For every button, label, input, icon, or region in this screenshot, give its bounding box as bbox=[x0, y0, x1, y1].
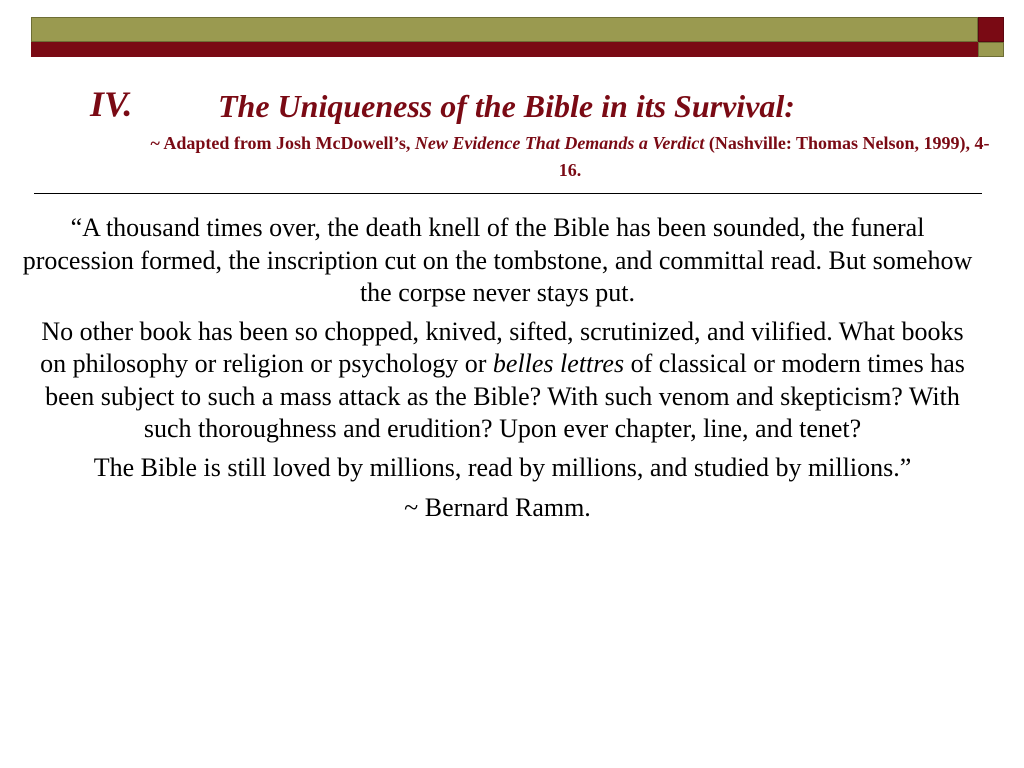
header-maroon-square bbox=[978, 17, 1004, 42]
slide-title bbox=[0, 80, 1024, 130]
quote-paragraph-2-italic: belles lettres bbox=[492, 349, 625, 378]
header-olive-square bbox=[978, 42, 1004, 57]
quote-paragraph-2-start: No other book has been so chopped, knived, sifted, scrutinized, and vilified. What books on philosophy or religion or psychology or bbox=[40, 316, 964, 378]
header-olive-bar bbox=[31, 17, 978, 42]
quote-attribution: ~ Bernard Ramm. bbox=[404, 493, 591, 522]
quote-body bbox=[10, 212, 1005, 525]
citation-prefix: ~ Adapted from Josh McDowell’s, bbox=[150, 133, 415, 153]
section-number: IV. bbox=[90, 84, 133, 124]
title-divider bbox=[34, 193, 982, 194]
quote-paragraph-1: “A thousand times over, the death knell of the Bible has been sounded, the funeral procession formed, the inscription cut on the tombstone, and committal read. But somehow the corpse never stays put. bbox=[22, 213, 973, 307]
header-maroon-bar bbox=[31, 42, 978, 57]
title-text: The Uniqueness of the Bible in its Survival: bbox=[218, 88, 795, 124]
quote-paragraph-2 bbox=[10, 316, 1005, 446]
citation-book-title: New Evidence That Demands a Verdict bbox=[414, 133, 705, 153]
quote-paragraph-2-end: of classical or modern times has been subject to such a mass attack as the Bible? With such venom and skepticism? With such thoroughness and erudition? Upon ever chapter, line, and tenet? bbox=[45, 349, 965, 443]
quote-paragraph-3: The Bible is still loved by millions, read by millions, and studied by millions.” bbox=[93, 452, 912, 482]
source-citation bbox=[150, 130, 990, 184]
citation-suffix: (Nashville: Thomas Nelson, 1999), 4-16. bbox=[558, 133, 990, 180]
